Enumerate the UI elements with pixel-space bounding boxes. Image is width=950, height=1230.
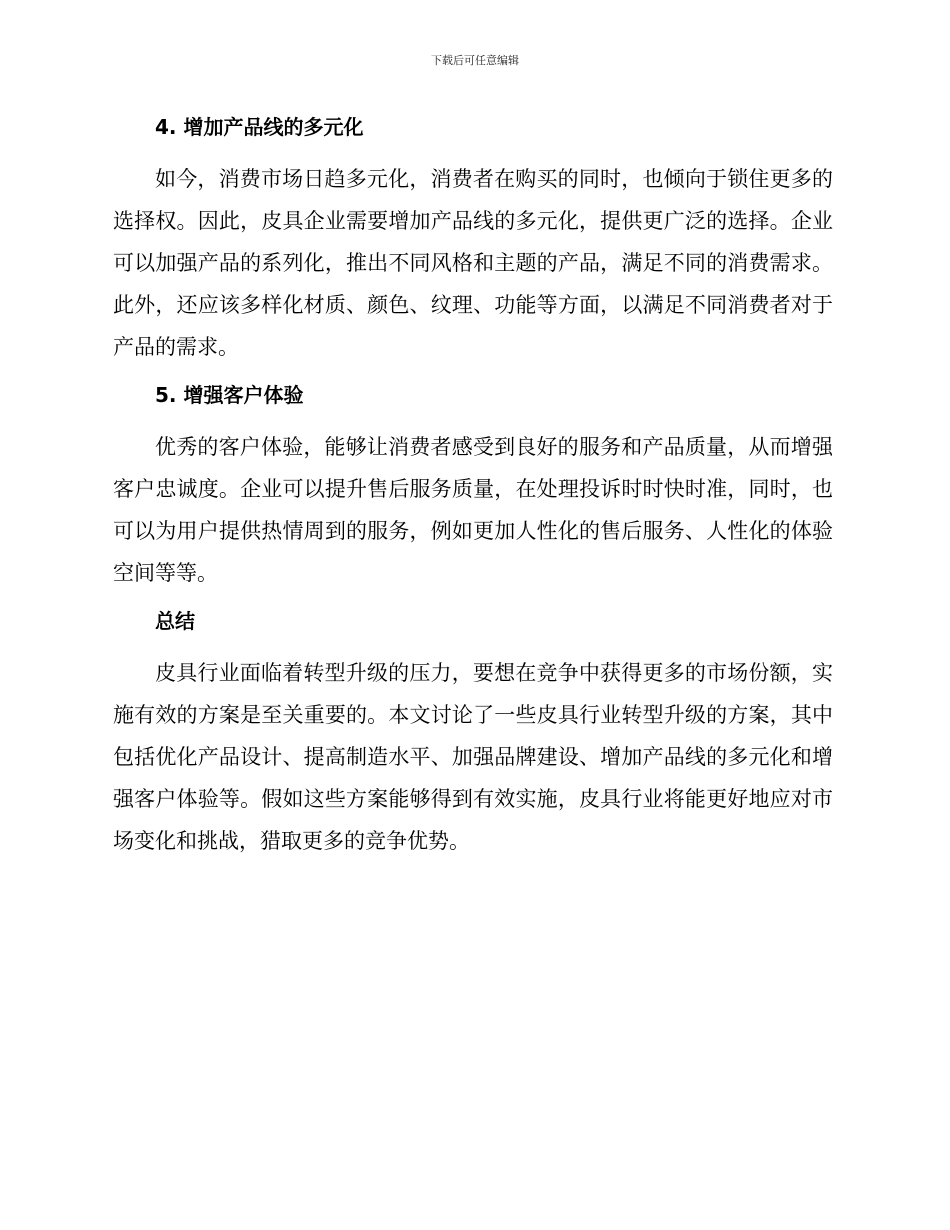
document-body (113, 108, 833, 870)
section-heading-customer-experience: 5. 增强客户体验 (155, 383, 304, 407)
section-heading-product-diversification: 4. 增加产品线的多元化 (155, 115, 364, 139)
section-paragraph-customer-experience: 优秀的客户体验，能够让消费者感受到良好的服务和产品质量，从而增强客户忠诚度。企业可以提升售后服务质量，在处理投诉时时快时准，同时，也可以为用户提供热情周到的服务，例如更加人性化的售后服务、人性化的体验空间等等。 (113, 435, 833, 585)
section-paragraph-product-diversification: 如今，消费市场日趋多元化，消费者在购买的同时，也倾向于锁住更多的选择权。因此，皮具企业需要增加产品线的多元化，提供更广泛的选择。企业可以加强产品的系列化，推出不同风格和主题的产品，满足不同的消费需求。此外，还应该多样化材质、颜色、纹理、功能等方面，以满足不同消费者对于产品的需求。 (113, 167, 833, 359)
page-header-note: 下载后可任意编辑 (431, 54, 519, 67)
section-heading-summary: 总结 (155, 609, 195, 633)
section-paragraph-summary: 皮具行业面临着转型升级的压力，要想在竞争中获得更多的市场份额，实施有效的方案是至关重要的。本文讨论了一些皮具行业转型升级的方案，其中包括优化产品设计、提高制造水平、加强品牌建设、增加产品线的多元化和增强客户体验等。假如这些方案能够得到有效实施，皮具行业将能更好地应对市场变化和挑战，猎取更多的竞争优势。 (113, 661, 833, 853)
